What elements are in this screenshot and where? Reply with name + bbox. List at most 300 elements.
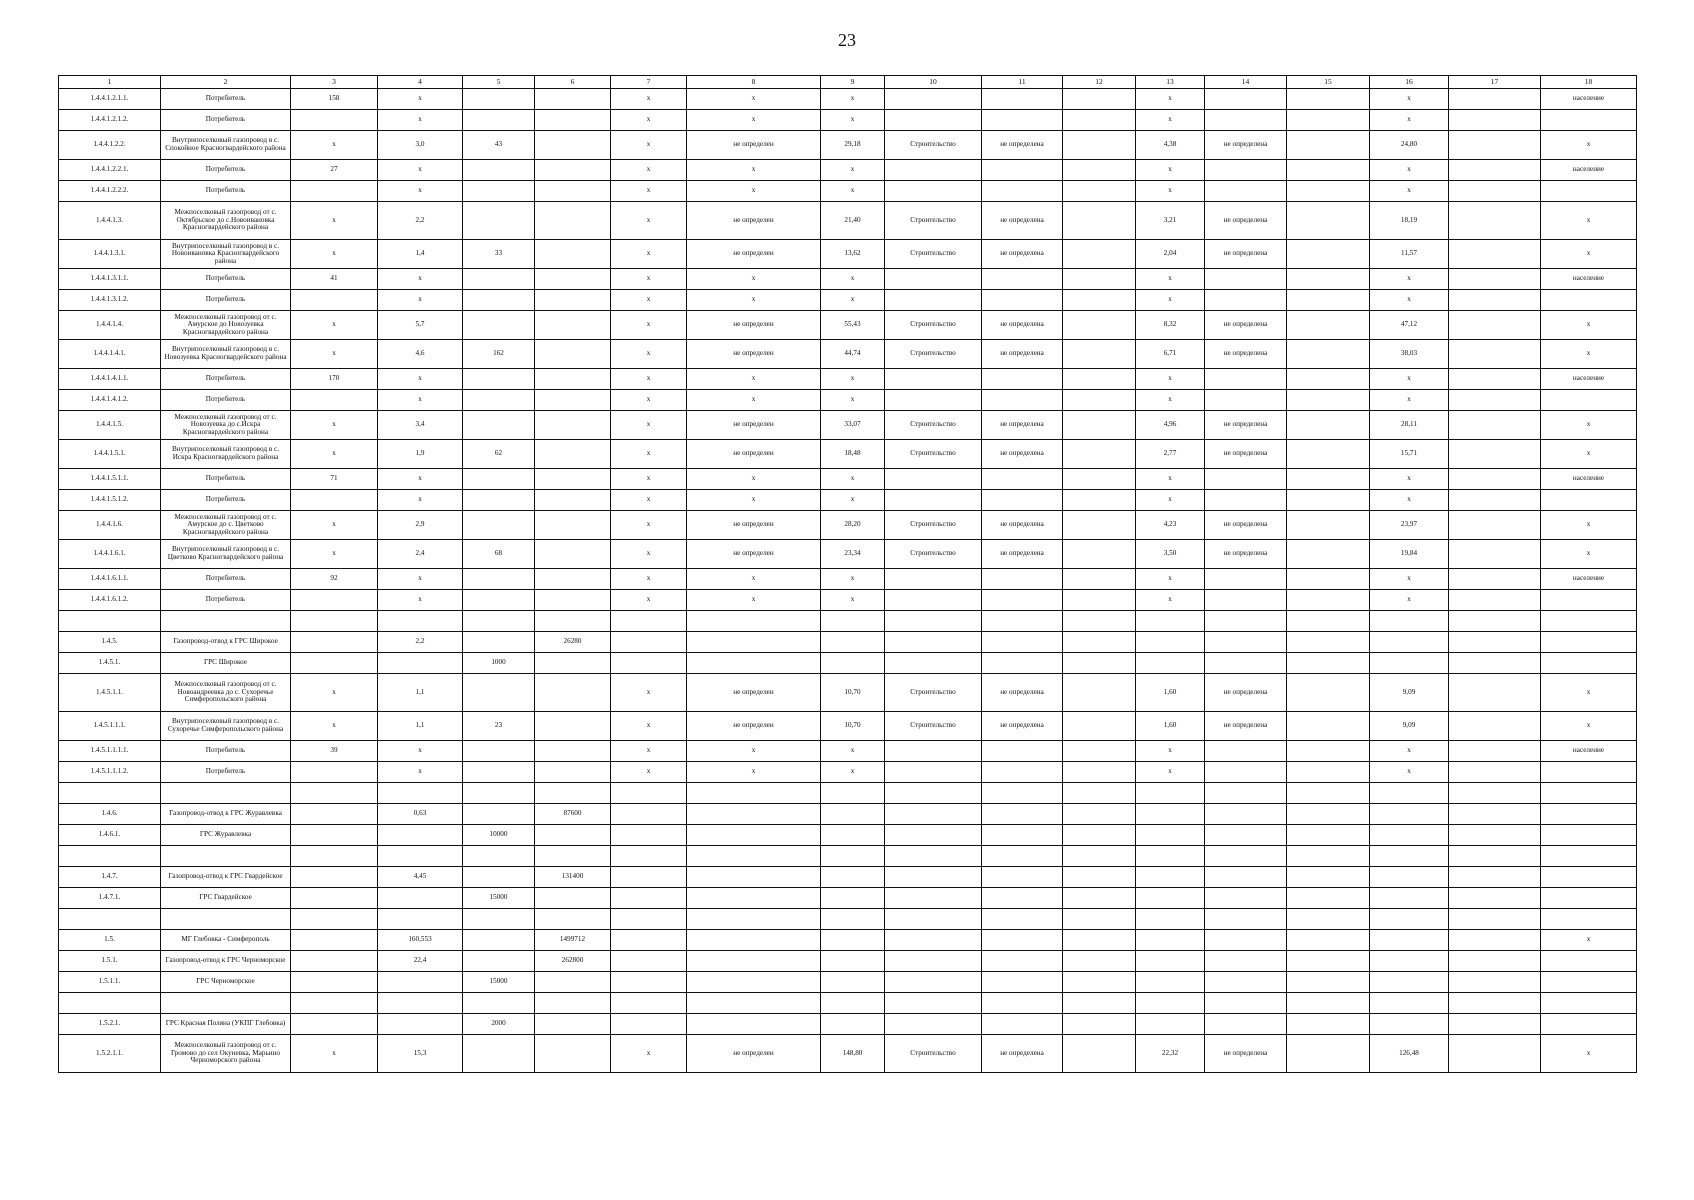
table-cell — [535, 390, 611, 411]
table-cell — [1136, 653, 1205, 674]
table-cell — [1370, 972, 1449, 993]
table-cell: х — [1136, 590, 1205, 611]
table-cell — [1541, 825, 1637, 846]
table-cell: 1,60 — [1136, 712, 1205, 741]
table-cell — [1449, 993, 1541, 1014]
table-cell — [1370, 993, 1449, 1014]
table-cell: х — [821, 569, 885, 590]
table-row — [59, 340, 1637, 369]
table-cell — [1287, 540, 1370, 569]
table-cell — [463, 89, 535, 110]
table-cell — [378, 783, 463, 804]
table-cell: х — [291, 440, 378, 469]
table-cell — [535, 490, 611, 511]
table-cell: 4,23 — [1136, 511, 1205, 540]
table-cell: х — [378, 762, 463, 783]
table-cell: 126,48 — [1370, 1035, 1449, 1073]
table-cell — [885, 783, 982, 804]
table-cell: Газопровод-отвод к ГРС Широкое — [161, 632, 291, 653]
table-row — [59, 240, 1637, 269]
table-cell — [1063, 1035, 1136, 1073]
table-cell: не определена — [982, 674, 1063, 712]
table-cell: Газопровод-отвод к ГРС Журавлевка — [161, 804, 291, 825]
table-cell: Строительство — [885, 131, 982, 160]
table-cell — [1449, 369, 1541, 390]
table-cell — [463, 590, 535, 611]
column-number-header: 18 — [1541, 76, 1637, 89]
table-cell: 13,62 — [821, 240, 885, 269]
table-cell — [982, 888, 1063, 909]
table-cell — [821, 909, 885, 930]
table-cell: не определен — [687, 311, 821, 340]
table-cell: 2,9 — [378, 511, 463, 540]
table-row — [59, 632, 1637, 653]
table-cell: 1.4.4.1.6.1. — [59, 540, 161, 569]
table-cell — [1136, 825, 1205, 846]
table-cell: х — [1370, 490, 1449, 511]
table-row — [59, 825, 1637, 846]
table-cell: х — [1370, 390, 1449, 411]
table-cell — [463, 290, 535, 311]
table-cell — [535, 590, 611, 611]
table-cell: х — [1541, 411, 1637, 440]
page-number: 23 — [838, 30, 856, 50]
column-number-header: 2 — [161, 76, 291, 89]
table-cell: х — [821, 741, 885, 762]
table-cell: 23,97 — [1370, 511, 1449, 540]
table-cell: население — [1541, 369, 1637, 390]
table-cell — [59, 611, 161, 632]
table-cell: х — [378, 181, 463, 202]
table-cell: 1,9 — [378, 440, 463, 469]
table-cell — [161, 611, 291, 632]
table-cell: 18,19 — [1370, 202, 1449, 240]
table-cell — [535, 269, 611, 290]
table-cell: х — [291, 340, 378, 369]
table-cell: не определена — [982, 440, 1063, 469]
table-cell — [1205, 269, 1287, 290]
table-cell: х — [611, 1035, 687, 1073]
table-cell: 160,553 — [378, 930, 463, 951]
table-cell: Межпоселковый газопровод от с. Новозуевка до с.Искра Красногвардейского района — [161, 411, 291, 440]
table-cell — [821, 804, 885, 825]
table-cell — [535, 340, 611, 369]
table-cell — [1287, 469, 1370, 490]
table-cell — [161, 909, 291, 930]
table-cell: 148,80 — [821, 1035, 885, 1073]
table-cell: х — [687, 490, 821, 511]
table-cell — [535, 993, 611, 1014]
table-cell: х — [378, 741, 463, 762]
table-cell — [1541, 972, 1637, 993]
table-cell: х — [611, 269, 687, 290]
table-cell: х — [687, 390, 821, 411]
table-cell — [1205, 951, 1287, 972]
column-number-header: 14 — [1205, 76, 1287, 89]
table-cell: х — [378, 369, 463, 390]
table-cell — [1205, 783, 1287, 804]
table-cell: 1.4.5.1.1.1.1. — [59, 741, 161, 762]
table-cell: х — [291, 1035, 378, 1073]
table-cell: 10,70 — [821, 674, 885, 712]
table-cell — [1136, 867, 1205, 888]
table-cell: не определена — [982, 202, 1063, 240]
table-cell — [982, 804, 1063, 825]
table-cell: х — [291, 240, 378, 269]
table-cell — [1449, 202, 1541, 240]
table-cell: 1.4.5. — [59, 632, 161, 653]
table-cell: 4,38 — [1136, 131, 1205, 160]
table-cell: население — [1541, 89, 1637, 110]
table-cell — [378, 653, 463, 674]
table-cell: 1.5.1. — [59, 951, 161, 972]
table-cell: Строительство — [885, 511, 982, 540]
table-cell — [1136, 951, 1205, 972]
table-cell: население — [1541, 469, 1637, 490]
table-cell: 4,45 — [378, 867, 463, 888]
table-cell — [1063, 632, 1136, 653]
table-cell: Строительство — [885, 202, 982, 240]
table-cell — [1063, 783, 1136, 804]
table-cell — [885, 632, 982, 653]
table-cell — [1063, 804, 1136, 825]
table-cell: 1,60 — [1136, 674, 1205, 712]
table-cell: не определен — [687, 712, 821, 741]
table-cell — [982, 930, 1063, 951]
table-cell — [291, 290, 378, 311]
table-cell — [885, 469, 982, 490]
table-cell: Потребитель — [161, 490, 291, 511]
table-cell: 1.4.4.1.6.1.1. — [59, 569, 161, 590]
table-cell — [611, 951, 687, 972]
table-cell: Потребитель — [161, 390, 291, 411]
table-cell — [291, 951, 378, 972]
table-cell — [535, 1014, 611, 1035]
column-number-header: 10 — [885, 76, 982, 89]
table-cell: х — [1136, 762, 1205, 783]
table-cell — [611, 804, 687, 825]
table-cell — [821, 1014, 885, 1035]
table-cell — [1063, 269, 1136, 290]
table-row — [59, 269, 1637, 290]
table-cell — [687, 909, 821, 930]
table-cell: Внутрипоселковый газопровод в с. Новоивановка Красногвардейского района — [161, 240, 291, 269]
table-cell — [1063, 469, 1136, 490]
table-cell — [463, 390, 535, 411]
table-cell — [885, 825, 982, 846]
table-cell: не определена — [1205, 202, 1287, 240]
table-cell: 6,71 — [1136, 340, 1205, 369]
table-cell — [982, 269, 1063, 290]
table-cell — [161, 846, 291, 867]
table-cell — [1287, 411, 1370, 440]
table-cell — [378, 611, 463, 632]
table-cell — [1449, 846, 1541, 867]
table-cell: х — [611, 181, 687, 202]
table-cell: Внутрипоселковый газопровод в с. Цветково Красногвардейского района — [161, 540, 291, 569]
table-cell: МГ Глебовка - Симферополь — [161, 930, 291, 951]
table-cell — [1287, 369, 1370, 390]
table-cell — [463, 490, 535, 511]
table-cell — [1063, 89, 1136, 110]
table-cell: х — [1136, 89, 1205, 110]
table-cell: 1.4.4.1.4. — [59, 311, 161, 340]
table-cell — [821, 611, 885, 632]
table-cell: Газопровод-отвод к ГРС Черноморское — [161, 951, 291, 972]
table-cell — [535, 611, 611, 632]
table-cell: население — [1541, 569, 1637, 590]
table-cell — [1287, 993, 1370, 1014]
table-row — [59, 804, 1637, 825]
table-cell: 23,34 — [821, 540, 885, 569]
table-cell — [1449, 569, 1541, 590]
table-cell: х — [687, 762, 821, 783]
table-cell: Строительство — [885, 411, 982, 440]
table-cell — [1205, 160, 1287, 181]
table-cell — [885, 369, 982, 390]
table-cell: 1.4.4.1.5.1.2. — [59, 490, 161, 511]
table-cell: не определен — [687, 240, 821, 269]
table-cell: х — [611, 762, 687, 783]
table-cell: Межпоселковый газопровод от с. Новоандреевка до с. Сухоречье Симферопольского района — [161, 674, 291, 712]
table-cell — [1205, 110, 1287, 131]
table-cell — [463, 469, 535, 490]
table-cell: Строительство — [885, 712, 982, 741]
table-cell: х — [378, 269, 463, 290]
table-row — [59, 89, 1637, 110]
table-row — [59, 469, 1637, 490]
table-cell: 55,43 — [821, 311, 885, 340]
table-cell — [1205, 867, 1287, 888]
column-number-header: 3 — [291, 76, 378, 89]
table-cell — [1063, 181, 1136, 202]
table-cell — [821, 951, 885, 972]
table-cell: не определена — [1205, 511, 1287, 540]
table-row — [59, 783, 1637, 804]
table-cell: 1.4.4.1.2.2.1. — [59, 160, 161, 181]
table-cell: 5,7 — [378, 311, 463, 340]
table-cell — [1063, 311, 1136, 340]
table-cell — [535, 511, 611, 540]
table-cell — [535, 411, 611, 440]
table-cell — [611, 888, 687, 909]
table-cell: 1.4.5.1.1.1.2. — [59, 762, 161, 783]
column-number-header: 17 — [1449, 76, 1541, 89]
table-cell — [1063, 867, 1136, 888]
table-cell: 131400 — [535, 867, 611, 888]
table-cell — [821, 867, 885, 888]
table-cell: х — [1136, 741, 1205, 762]
table-cell: Внутрипоселковый газопровод в с. Новозуевка Красногвардейского района — [161, 340, 291, 369]
table-cell — [982, 632, 1063, 653]
table-cell: 15000 — [463, 888, 535, 909]
table-cell: 1.4.4.1.5.1. — [59, 440, 161, 469]
table-cell — [982, 181, 1063, 202]
column-number-header: 13 — [1136, 76, 1205, 89]
table-cell: Строительство — [885, 540, 982, 569]
table-cell — [535, 1035, 611, 1073]
table-cell — [982, 290, 1063, 311]
table-cell — [885, 590, 982, 611]
table-cell — [1063, 511, 1136, 540]
table-cell — [535, 741, 611, 762]
table-cell — [1449, 411, 1541, 440]
table-cell — [1449, 89, 1541, 110]
table-cell: х — [821, 390, 885, 411]
table-cell: 43 — [463, 131, 535, 160]
table-cell — [982, 110, 1063, 131]
table-cell: х — [291, 311, 378, 340]
table-cell: 1.4.5.1. — [59, 653, 161, 674]
table-cell — [291, 590, 378, 611]
table-cell — [687, 632, 821, 653]
table-cell: х — [821, 290, 885, 311]
table-cell — [687, 804, 821, 825]
table-cell — [1287, 741, 1370, 762]
table-cell: х — [1541, 240, 1637, 269]
table-cell — [885, 762, 982, 783]
table-cell — [1449, 867, 1541, 888]
table-cell: 1000 — [463, 653, 535, 674]
table-cell — [1370, 888, 1449, 909]
table-cell: х — [291, 411, 378, 440]
table-cell — [1063, 674, 1136, 712]
table-cell: Внутрипоселковый газопровод в с. Сухоречье Симферопольского района — [161, 712, 291, 741]
table-cell — [1205, 611, 1287, 632]
table-cell: Потребитель — [161, 290, 291, 311]
table-cell: 15000 — [463, 972, 535, 993]
table-row — [59, 390, 1637, 411]
table-cell — [463, 846, 535, 867]
table-cell: х — [611, 590, 687, 611]
table-cell — [1287, 340, 1370, 369]
table-cell: х — [291, 674, 378, 712]
table-cell — [611, 653, 687, 674]
table-cell — [1449, 160, 1541, 181]
table-cell — [1063, 590, 1136, 611]
table-cell — [1370, 846, 1449, 867]
table-cell — [982, 490, 1063, 511]
table-cell — [1136, 993, 1205, 1014]
table-cell — [885, 741, 982, 762]
table-cell — [821, 846, 885, 867]
table-cell: 39 — [291, 741, 378, 762]
table-cell: Потребитель — [161, 741, 291, 762]
table-row — [59, 888, 1637, 909]
table-cell: х — [687, 89, 821, 110]
table-cell — [1287, 269, 1370, 290]
table-cell: х — [1541, 674, 1637, 712]
table-cell — [1063, 930, 1136, 951]
table-cell — [1205, 804, 1287, 825]
table-cell — [1449, 951, 1541, 972]
column-number-header: 1 — [59, 76, 161, 89]
table-cell — [982, 783, 1063, 804]
table-cell: ГРС Гвардейское — [161, 888, 291, 909]
table-cell — [982, 846, 1063, 867]
table-row — [59, 712, 1637, 741]
table-cell — [535, 569, 611, 590]
table-cell — [1205, 741, 1287, 762]
table-cell — [463, 867, 535, 888]
table-cell: х — [821, 590, 885, 611]
table-cell — [378, 972, 463, 993]
table-row — [59, 993, 1637, 1014]
table-cell — [982, 909, 1063, 930]
table-cell — [821, 888, 885, 909]
table-cell — [1541, 951, 1637, 972]
table-cell — [1063, 390, 1136, 411]
table-cell: не определена — [1205, 1035, 1287, 1073]
table-cell — [1541, 490, 1637, 511]
table-cell: Строительство — [885, 440, 982, 469]
table-cell — [982, 741, 1063, 762]
table-row — [59, 160, 1637, 181]
table-cell: 3,50 — [1136, 540, 1205, 569]
table-cell: х — [1541, 311, 1637, 340]
table-cell — [1136, 909, 1205, 930]
table-cell — [291, 804, 378, 825]
table-cell: ГРС Красная Поляна (УКПГ Глебовка) — [161, 1014, 291, 1035]
table-cell — [1205, 181, 1287, 202]
table-cell: х — [1370, 160, 1449, 181]
table-cell — [291, 972, 378, 993]
table-cell: не определена — [982, 131, 1063, 160]
table-cell: не определена — [1205, 340, 1287, 369]
table-cell: Межпоселковый газопровод от с. Громово до сел Окуневка, Марьино Черноморского района — [161, 1035, 291, 1073]
table-cell — [821, 632, 885, 653]
table-cell — [1449, 674, 1541, 712]
table-cell: население — [1541, 741, 1637, 762]
table-cell — [1063, 888, 1136, 909]
table-cell — [1287, 290, 1370, 311]
table-cell — [378, 846, 463, 867]
table-cell: Внутрипоселковый газопровод в с. Искра Красногвардейского района — [161, 440, 291, 469]
table-cell: х — [821, 369, 885, 390]
table-cell: Внутрипоселковый газопровод в с. Спокойное Красногвардейского района — [161, 131, 291, 160]
table-cell — [1449, 490, 1541, 511]
table-cell — [463, 804, 535, 825]
table-cell — [1136, 611, 1205, 632]
table-cell — [1063, 762, 1136, 783]
table-cell — [611, 909, 687, 930]
table-cell: 15,3 — [378, 1035, 463, 1073]
table-cell — [885, 993, 982, 1014]
gas-facilities-table — [58, 75, 1637, 1073]
table-cell — [982, 469, 1063, 490]
table-cell: х — [378, 569, 463, 590]
table-cell — [1449, 390, 1541, 411]
table-cell — [59, 783, 161, 804]
table-cell — [1287, 240, 1370, 269]
table-cell — [1370, 653, 1449, 674]
table-cell: 38,03 — [1370, 340, 1449, 369]
table-cell — [885, 951, 982, 972]
column-number-header: 15 — [1287, 76, 1370, 89]
table-cell — [982, 569, 1063, 590]
table-cell — [885, 490, 982, 511]
table-cell: Потребитель — [161, 160, 291, 181]
table-cell: 19,84 — [1370, 540, 1449, 569]
table-row — [59, 440, 1637, 469]
table-cell: х — [687, 110, 821, 131]
table-cell — [687, 653, 821, 674]
table-row — [59, 110, 1637, 131]
table-cell: х — [611, 469, 687, 490]
table-cell: 10000 — [463, 825, 535, 846]
table-cell — [1287, 511, 1370, 540]
table-cell — [1287, 674, 1370, 712]
